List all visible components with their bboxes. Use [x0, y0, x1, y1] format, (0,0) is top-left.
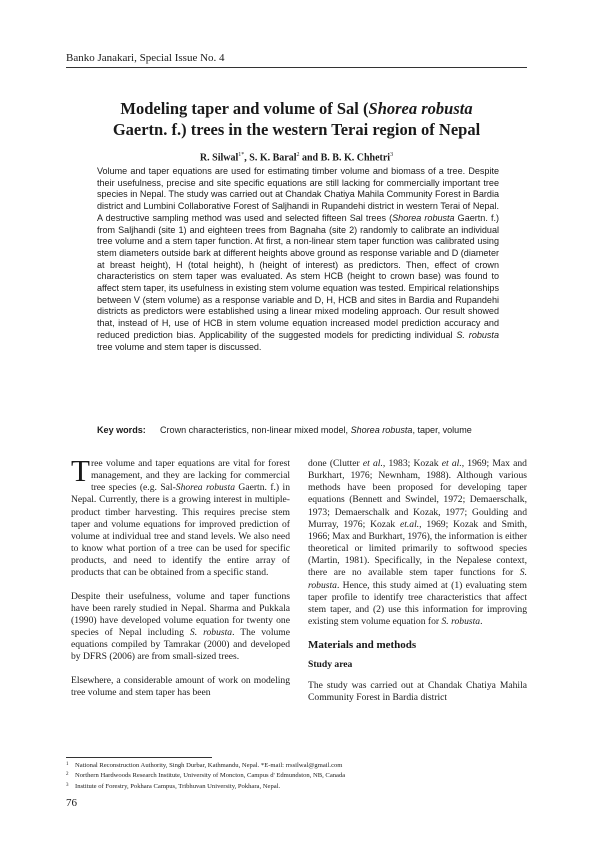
author-3: B. B. K. Chhetri	[320, 152, 391, 164]
paragraph-text: ree volume and taper equations are vital for forest management, and they are lacking for commercial tree species (e.g. Sal-	[90, 458, 290, 494]
paragraph-text: , 1983; Kozak	[382, 458, 442, 469]
abstract-text: Gaertn. f.) from Saljhandi (site 1) and eighteen trees from Bagnaha (site 2) randomly to calibrate an individual tree volume and a stem taper function. At first, a non-linear stem taper function was calibrated using stem diameters outside bark at different heights above ground as response variable and D (diameter at breast height), H (total height), h (height of interest) as predictors. Then, effect of crown characteristics on stem taper was evaluated. As stem HCB (height to crown base) was found to affect stem taper, its usefulness in existing stem volume equation was tested. Empirical relationships between V (stem volume) as a response variable and D, H, HCB and sites in Bardia and Rupandehi districts as predictors were established using a linear mixed modeling approach. Our result showed that, instead of H, use of HCB in stem volume equation increased model prediction accuracy and reduced prediction bias. Applicability of the suggested models for predicting individual	[97, 212, 499, 340]
paragraph	[71, 591, 290, 664]
abstract-species: Shorea robusta	[392, 212, 455, 223]
species-name: S. robusta	[189, 627, 233, 639]
paragraph-text: .	[480, 616, 483, 628]
abstract-text: tree volume and stem taper is discussed.	[97, 341, 262, 352]
paragraph: The study was carried out at Chandak Chatiya Mahila Community Forest in Bardia district	[308, 679, 527, 703]
author-2-affiliation: 2	[296, 152, 300, 158]
footnote	[66, 770, 527, 780]
paragraph-text: done (Clutter	[308, 458, 363, 469]
keywords-text	[160, 425, 499, 437]
abstract-species: S. robusta	[456, 329, 499, 340]
footnote-number: 3	[66, 782, 69, 788]
species-name: S. robusta	[308, 567, 527, 591]
paragraph-text: Despite their usefulness, volume and taper functions have been rarely studied in Nepal. Sharma and Pukkala (1990) have developed volume equation for twenty one species of Nepal including	[71, 590, 290, 639]
keywords-species: Shorea robusta	[350, 425, 413, 435]
drop-cap: T	[71, 453, 90, 488]
abstract-text: Volume and taper equations are used for estimating timber volume and biomass of a tree. Despite their usefulness, precise and site specific equations are still lacking for commercially important tree species in Nepal. The study was carried out at Chandak Chatiya Mahila Community Forest in Bardia district and Lumbini Collaborative Forest of Saljhandi in Rupandehi district in western Terai of Nepal. A destructive sampling method was used and selected fifteen Sal trees (	[97, 166, 499, 223]
species-name: S. robusta	[441, 616, 481, 628]
species-name: Shorea robusta	[175, 482, 235, 494]
footnote-number: 1	[66, 762, 69, 767]
author-3-affiliation: 3	[390, 152, 394, 158]
footnotes	[66, 760, 527, 791]
article-title	[66, 98, 527, 140]
header-rule	[66, 67, 527, 68]
abstract	[97, 166, 499, 353]
footnote-text: Northern Hardwoods Research Institute, University of Moncton, Campus d' Edmundston, NB, Canada	[75, 772, 346, 780]
paragraph	[71, 453, 291, 580]
title-line1-prefix: Modeling taper and volume of Sal (	[120, 99, 369, 118]
keywords-label: Key words:	[97, 425, 146, 435]
keywords-list: , taper, volume	[412, 425, 472, 435]
et-al: et al.	[441, 458, 462, 469]
footnote-text: National Reconstruction Authority, Singh Durbar, Kathmandu, Nepal. *E-mail: rrssilwal@gmail.com	[75, 762, 343, 769]
footnote	[66, 760, 527, 770]
running-header: Banko Janakari, Special Issue No. 4	[66, 52, 225, 64]
author-2: S. K. Baral	[249, 152, 297, 164]
paragraph	[308, 458, 527, 628]
footnote-number: 2	[66, 772, 69, 778]
title-species: Shorea robusta	[368, 99, 473, 118]
paragraph-text: , 1969; Kozak and Smith, 1966; Max and Burkhart, 1976), the information is either theoretical or limited primarily to softwood species (Martin, 1981). Specifically, in the Nepalese context, there are no available stem taper functions for	[308, 518, 528, 579]
et-al: et al.	[362, 458, 383, 469]
footnote-rule	[66, 757, 212, 758]
page-number: 76	[66, 797, 77, 809]
paragraph-text: . The volume equations compiled by Tamrakar (2000) and developed by DFRS (2006) are from small-sized trees.	[71, 627, 290, 663]
footnote	[66, 781, 527, 791]
author-separator: and	[299, 152, 321, 164]
footnote-text: Institute of Forestry, Pokhara Campus, Tribhuvan University, Pokhara, Nepal.	[75, 782, 281, 790]
paragraph-text: , 1969; Max and Burkhart, 1976; Newnham, 1988). Although various methods have been proposed for developing taper equations (Bennett and Swindel, 1972; Demaerschalk, 1973; Demaerschalk and Kozak, 1977; Goulding and Murray, 1976; Kozak	[308, 458, 527, 530]
paragraph: Elsewhere, a considerable amount of work on modeling tree volume and stem taper has been	[71, 674, 290, 698]
keywords-list: Crown characteristics, non-linear mixed model,	[160, 425, 351, 435]
body-column-left	[71, 453, 291, 710]
body-column-right	[308, 458, 527, 715]
author-1-affiliation: 1*	[238, 152, 245, 158]
subsection-heading: Study area	[308, 659, 353, 671]
paragraph-text: Gaertn. f.) in Nepal. Currently, there is a growing interest in multiple-product timber harvesting. This requires precise stem taper and volume equations for improved prediction of volume at individual tree and stand levels. We also need to know what portion of a tree can be used for specific products, and need to identify the entire array of products that can be obtained from a specific stand.	[71, 482, 291, 579]
author-separator: ,	[244, 152, 250, 164]
author-1: R. Silwal	[199, 152, 239, 164]
author-list	[66, 152, 527, 163]
title-line2: Gaertn. f.) trees in the western Terai region of Nepal	[112, 120, 481, 139]
paragraph-text: . Hence, this study aimed at (1) evaluating stem taper profile to identify tree characteristics that affect stem taper, and (2) use this information for improving existing stem volume equation for	[308, 579, 527, 628]
section-heading: Materials and methods	[308, 639, 417, 652]
et-al: et.al.	[399, 518, 420, 530]
